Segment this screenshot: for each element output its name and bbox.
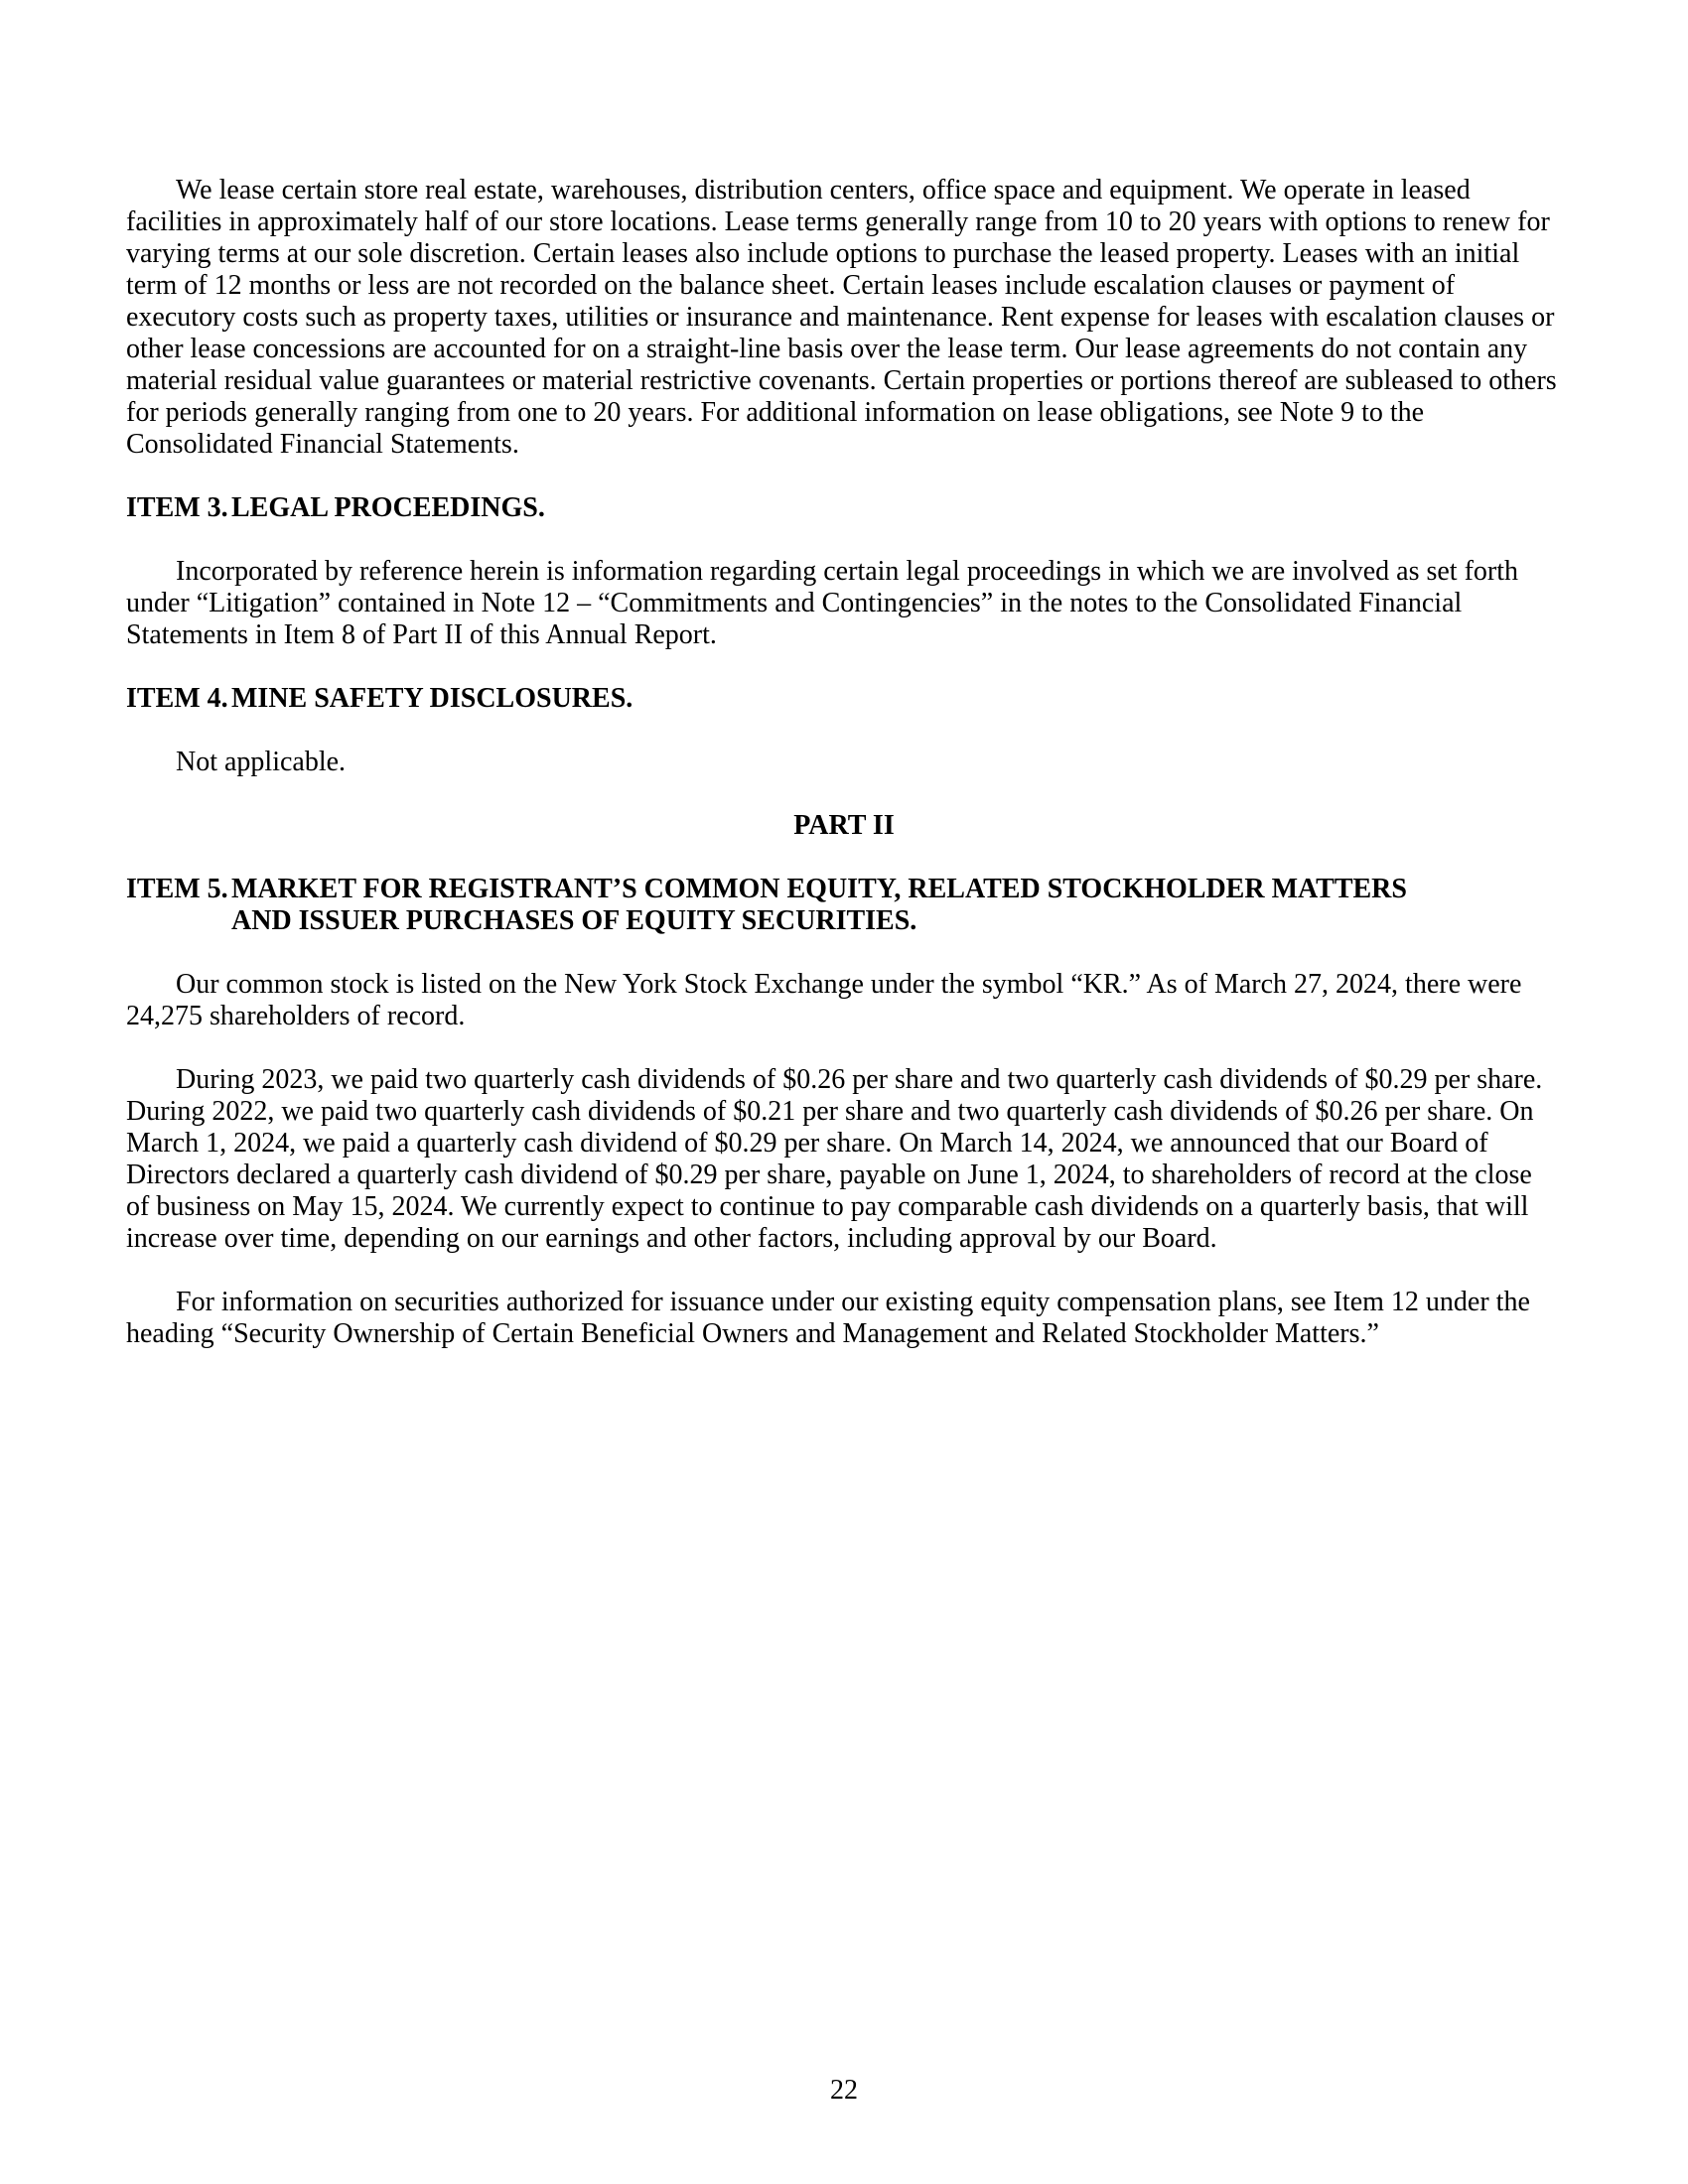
paragraph-dividends: During 2023, we paid two quarterly cash dividends of $0.26 per share and two quarterly cash dividends of $0.29 per share. During 2022, we paid two quarterly cash dividends of $0.21 per share and two quarterly cash dividends of $0.26 per share. On March 1, 2024, we paid a quarterly cash dividend of $0.29 per share. On March 14, 2024, we announced that our Board of Directors declared a quarterly cash dividend of $0.29 per share, payable on June 1, 2024, to shareholders of record at the close of business on May 15, 2024. We currently expect to continue to pay comparable cash dividends on a quarterly basis, that will increase over time, depending on our earnings and other factors, including approval by our Board. — [126, 1064, 1543, 1254]
item5-title-line1: MARKET FOR REGISTRANT’S COMMON EQUITY, RELATED STOCKHOLDER MATTERS — [231, 874, 1407, 904]
item4-label: ITEM 4. — [126, 683, 228, 714]
paragraph-leases: We lease certain store real estate, warehouses, distribution centers, office space and equipment. We operate in leased facilities in approximately half of our store locations. Lease terms generally range from 10 to 20 years with options to renew for varying terms at our sole discretion. Certain leases also include options to purchase the leased property. Leases with an initial term of 12 months or less are not recorded on the balance sheet. Certain leases include escalation clauses or payment of executory costs such as property taxes, utilities or insurance and maintenance. Rent expense for leases with escalation clauses or other lease concessions are accounted for on a straight-line basis over the lease term. Our lease agreements do not contain any material residual value guarantees or material restrictive covenants. Certain properties or portions thereof are subleased to others for periods generally ranging from one to 20 years. For additional information on lease obligations, see Note 9 to the Consolidated Financial Statements. — [126, 175, 1557, 460]
item5-heading — [126, 874, 1562, 937]
paragraph-common-stock: Our common stock is listed on the New York Stock Exchange under the symbol “KR.” As of March 27, 2024, there were 24,275 shareholders of record. — [126, 969, 1522, 1031]
paragraph-equity-compensation: For information on securities authorized for issuance under our existing equity compensation plans, see Item 12 under the heading “Security Ownership of Certain Beneficial Owners and Management and Related Stockholder Matters.” — [126, 1287, 1530, 1349]
item4-title: MINE SAFETY DISCLOSURES. — [231, 683, 633, 714]
item4-heading — [126, 683, 1562, 715]
item3-label: ITEM 3. — [126, 492, 228, 523]
item5-title-line2: AND ISSUER PURCHASES OF EQUITY SECURITIES. — [231, 905, 917, 936]
paragraph-not-applicable: Not applicable. — [176, 747, 347, 777]
page-number: 22 — [830, 2075, 858, 2106]
item3-heading — [126, 492, 1562, 524]
item5-title — [231, 874, 1562, 937]
item3-title: LEGAL PROCEEDINGS. — [231, 492, 545, 523]
item5-label: ITEM 5. — [126, 874, 228, 904]
part-ii-heading: PART II — [793, 810, 895, 841]
paragraph-legal-proceedings: Incorporated by reference herein is information regarding certain legal proceedings in which we are involved as set forth under “Litigation” contained in Note 12 – “Commitments and Contingencies” in the notes to the Consolidated Financial Statements in Item 8 of Part II of this Annual Report. — [126, 556, 1518, 650]
